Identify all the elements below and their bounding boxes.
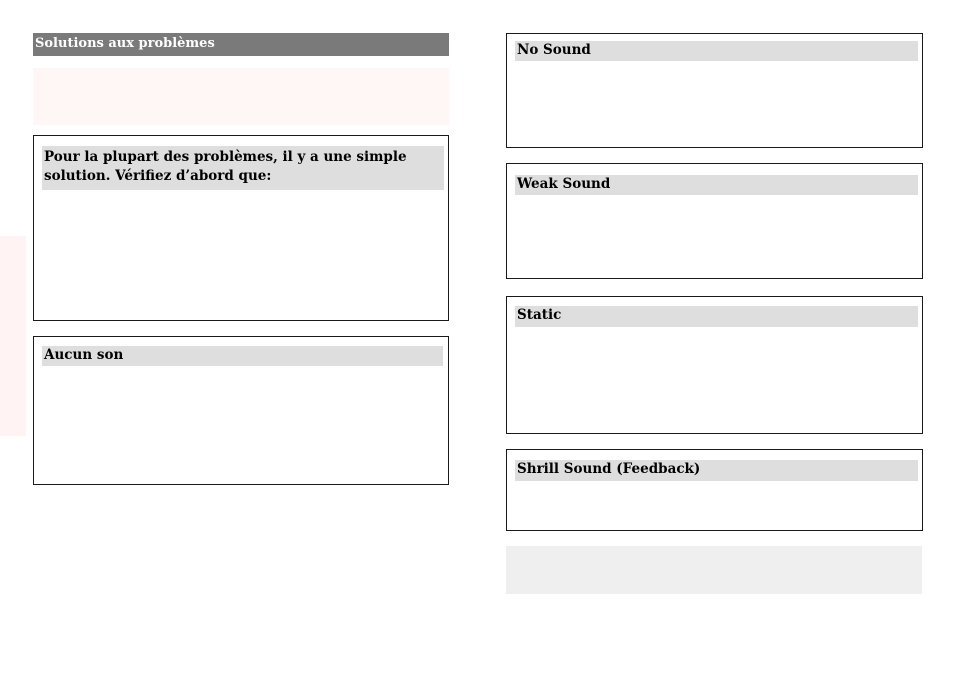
note-band: [506, 546, 922, 594]
no-sound-box-title: No Sound: [515, 41, 918, 61]
intro-box-title-line1: Pour la plupart des problèmes, il y a une simple: [44, 149, 407, 165]
side-tab-marker: [0, 236, 26, 436]
section-title: Solutions aux problèmes: [33, 33, 449, 56]
shrill-sound-box: [506, 449, 923, 531]
intro-highlight-band: [33, 68, 449, 125]
intro-box-title: [42, 146, 444, 190]
intro-box: [33, 135, 449, 321]
static-box-title: Static: [515, 306, 918, 327]
shrill-sound-box-title: Shrill Sound (Feedback): [515, 460, 918, 481]
weak-sound-box-title: Weak Sound: [515, 175, 918, 195]
intro-box-title-line2: solution. Vérifiez d’abord que:: [44, 168, 272, 184]
weak-sound-box: [506, 163, 923, 279]
aucun-son-box-title: Aucun son: [42, 346, 443, 366]
no-sound-box: [506, 33, 923, 148]
aucun-son-box: [33, 336, 449, 485]
static-box: [506, 296, 923, 434]
